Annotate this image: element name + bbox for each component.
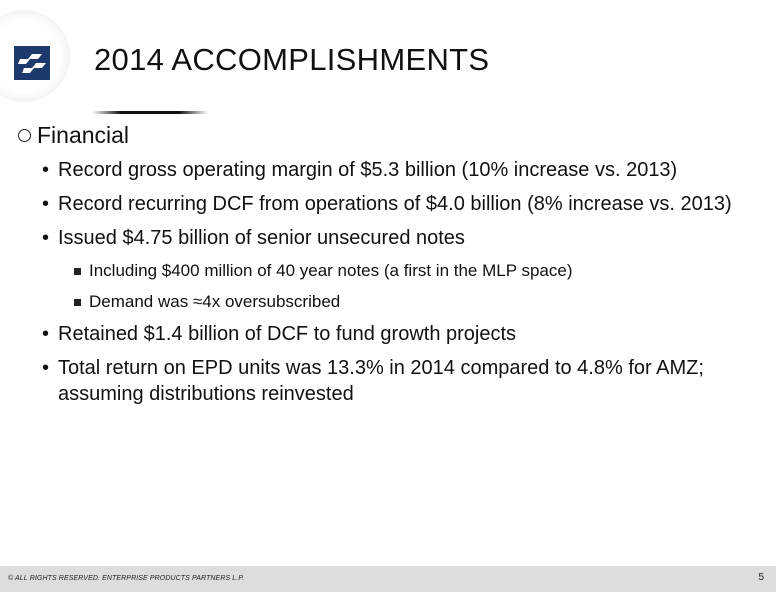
bullet-icon: • bbox=[42, 227, 50, 249]
sub-list-item bbox=[74, 260, 756, 282]
list-item-text: Retained $1.4 billion of DCF to fund growth projects bbox=[58, 323, 517, 345]
sub-list-item-text: Demand was ≈4x oversubscribed bbox=[89, 292, 341, 311]
list-item-text: Record gross operating margin of $5.3 billion (10% increase vs. 2013) bbox=[58, 159, 678, 181]
bullet-icon: • bbox=[42, 357, 50, 379]
page-number: 5 bbox=[758, 572, 764, 583]
list-item-text: Total return on EPD units was 13.3% in 2014 compared to 4.8% for AMZ; assuming distributions reinvested bbox=[58, 357, 704, 405]
section-heading bbox=[16, 122, 756, 149]
bullet-icon: • bbox=[42, 159, 50, 181]
copyright-notice: © ALL RIGHTS RESERVED. ENTERPRISE PRODUCTS PARTNERS L.P. bbox=[8, 575, 245, 582]
square-bullet-icon bbox=[74, 268, 81, 275]
list-item-text: Record recurring DCF from operations of $4.0 billion (8% increase vs. 2013) bbox=[58, 193, 732, 215]
bullet-icon: • bbox=[42, 323, 50, 345]
list-item bbox=[42, 157, 746, 183]
sub-list-item bbox=[74, 291, 756, 313]
page-title: 2014 ACCOMPLISHMENTS bbox=[94, 42, 490, 77]
content-area bbox=[16, 122, 756, 407]
footer-bar bbox=[0, 566, 776, 592]
title-underline bbox=[92, 111, 208, 114]
list-item bbox=[42, 355, 746, 407]
sub-list-item-text: Including $400 million of 40 year notes (a first in the MLP space) bbox=[89, 261, 573, 280]
list-item-text: Issued $4.75 billion of senior unsecured notes bbox=[58, 227, 465, 249]
list-item bbox=[42, 321, 746, 347]
section-label: Financial bbox=[37, 122, 130, 148]
square-bullet-icon bbox=[74, 299, 81, 306]
list-item bbox=[42, 225, 746, 251]
bullet-icon: • bbox=[42, 193, 50, 215]
list-item bbox=[42, 191, 746, 217]
circle-bullet-icon bbox=[18, 129, 31, 142]
enterprise-logo-icon bbox=[14, 46, 50, 80]
